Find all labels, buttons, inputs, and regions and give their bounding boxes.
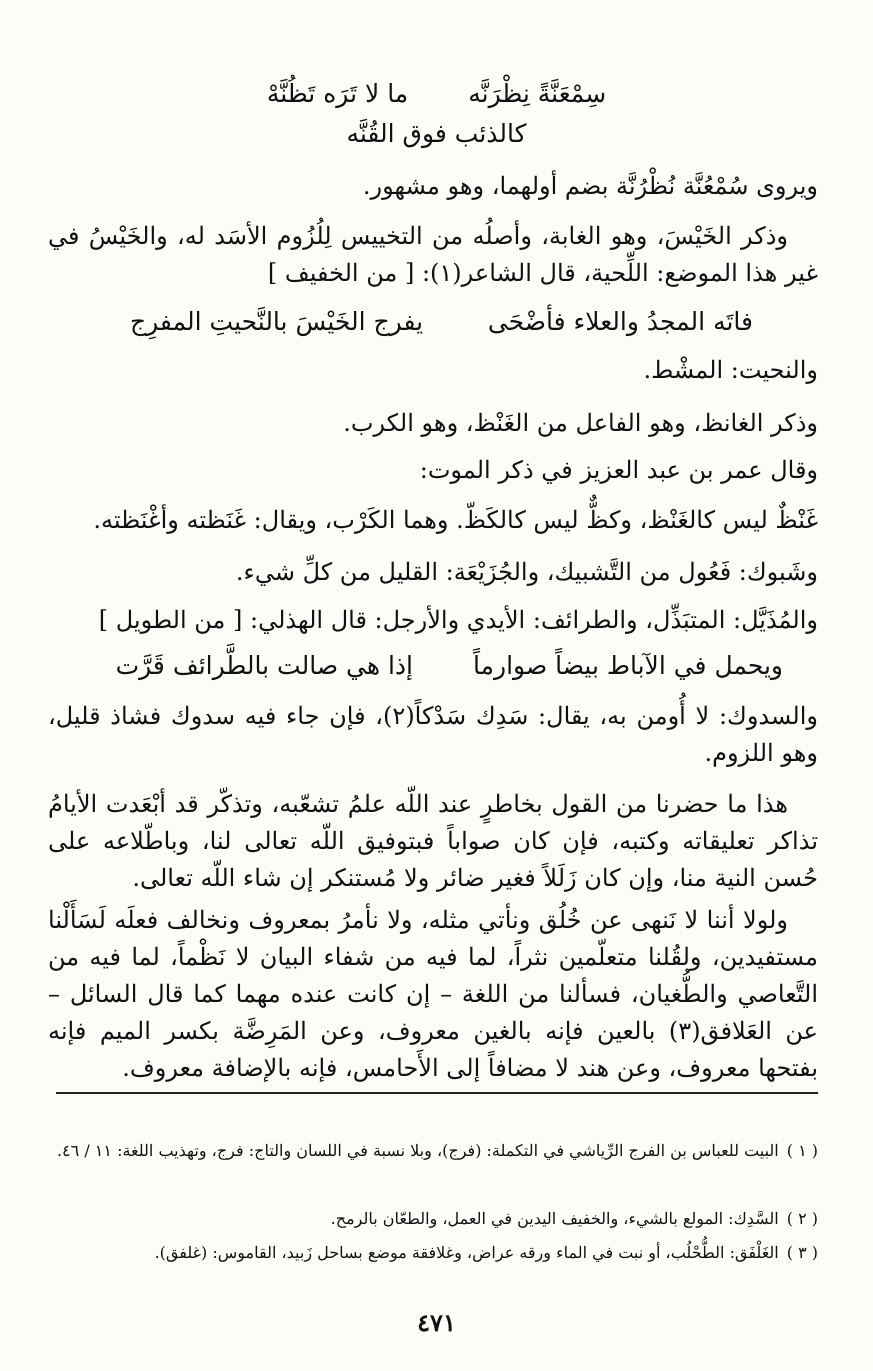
- paragraph-5: وقال عمر بن عبد العزيز في ذكر الموت:: [419, 456, 818, 484]
- paragraph-9: والسدوك: لا أُومن به، يقال: سَدِك سَدْكاً(٢)، فإن جاء فيه سدوك فشاذ قليل، وهو اللزوم.: [48, 702, 818, 767]
- footnote-divider: [56, 1092, 818, 1094]
- page-number: ٤٧١: [417, 1308, 456, 1337]
- paragraph-1: ويروى سُمْعُنَّة نُظْرُنَّة بضم أولهما، وهو مشهور.: [362, 172, 818, 200]
- verse-2-right-hemistich: فاتَه المجدُ والعلاء فأضْحَى: [487, 307, 753, 336]
- paragraph-11: ولولا أننا لا نَنهى عن خُلُق ونأتي مثله، ولا نأمرُ بمعروف ونخالف فعلَه لَسَأَلْنا مستفيدين، ولقُلنا متعلّمين نثراً، لما فيه من شفاء البيان لا نَظْماً، لما فيه من التَّعاصي والطُّغيان، فسألنا من اللغة – إن كانت عنده مهما كما قال السائل – عن العَلافق(٣) بالعين فإنه بالغين معروف، وعن المَرِضَّة بكسر الميم فإنه بفتحها معروف، وعن هند لا مضافاً إلى الأَحامس، فإنه بالإضافة معروف.: [48, 906, 818, 1082]
- footnote-1: [48, 1138, 818, 1164]
- footnote-3-text: الغَلْفَق: الطُّحْلُب، أو نبت في الماء ورقه عراض، وغلافقة موضع بساحل زَبيد، القاموس: (غلفق).: [154, 1243, 779, 1262]
- paragraph-7: وشَبوك: فَعُول من التَّشبيك، والجُزَيْعَة: القليل من كلِّ شيء.: [235, 558, 818, 586]
- verse-1: [0, 78, 873, 110]
- verse-1-left-hemistich: ما لا تَرَه تَظُنَّهْ: [266, 79, 409, 108]
- footnote-1-number: ( ١ ): [786, 1141, 818, 1160]
- verse-1-second-line: كالذئب فوق القُنَّه: [346, 119, 527, 148]
- footnote-2-number: ( ٢ ): [786, 1209, 818, 1228]
- paragraph-10: هذا ما حضرنا من القول بخاطرٍ عند اللّه علمُ تشعّبه، وتذكّر قد أبْعَدت الأيامُ تذاكر تعليقاته وكتبه، فإن كان صواباً فبتوفيق اللّه تعالى لنا، وباطّلاعه على حُسن النية منا، وإن كان زَلَلاً فغير ضائر ولا مُستنكر إن شاء اللّه تعالى.: [48, 790, 818, 892]
- paragraph-4: وذكر الغانظ، وهو الفاعل من الغَنْظ، وهو الكرب.: [343, 409, 818, 437]
- verse-3-right-hemistich: ويحمل في الآباط بيضاً صوارماً: [473, 651, 783, 680]
- paragraph-8: والمُذَيَّل: المتبَذِّل، والطرائف: الأيدي والأرجل: قال الهذلي: [ من الطويل ]: [98, 606, 818, 634]
- verse-2: [0, 306, 873, 338]
- verse-1-right-hemistich: سِمْعَنَّةً نِظْرَنَّه: [468, 79, 607, 108]
- footnote-3: [48, 1240, 818, 1266]
- paragraph-3: والنحيت: المشْط.: [643, 356, 818, 384]
- footnote-2: [48, 1206, 818, 1232]
- footnote-1-text: البيت للعباس بن الفرج الرِّياشي في التكملة: (فرج)، وبلا نسبة في اللسان والتاج: فرج، وتهذيب اللغة: ١١ / ٤٦.: [56, 1141, 779, 1160]
- verse-3-left-hemistich: إذا هي صالت بالطَّرائف قَرَّت: [115, 651, 413, 680]
- verse-2-left-hemistich: يفرج الخَيْسَ بالنَّحيتِ المفرِج: [130, 307, 424, 336]
- footnote-2-text: السَّدِك: المولع بالشيء، والخفيف اليدين في العمل، والطعّان بالرمح.: [330, 1209, 779, 1228]
- footnote-3-number: ( ٣ ): [786, 1243, 818, 1262]
- paragraph-6: غَنْظٌ ليس كالغَنْظ، وكظٌّ ليس كالكَظّ. وهما الكَرْب، ويقال: غَنَظته وأغْنَظته.: [93, 506, 818, 534]
- verse-3: [0, 650, 873, 682]
- paragraph-2: وذكر الخَيْسَ، وهو الغابة، وأصلُه من التخييس لِلُزُوم الأسَد له، والخَيْسُ في غير هذا الموضع: اللِّحية، قال الشاعر(١): [ من الخفيف ]: [48, 222, 818, 287]
